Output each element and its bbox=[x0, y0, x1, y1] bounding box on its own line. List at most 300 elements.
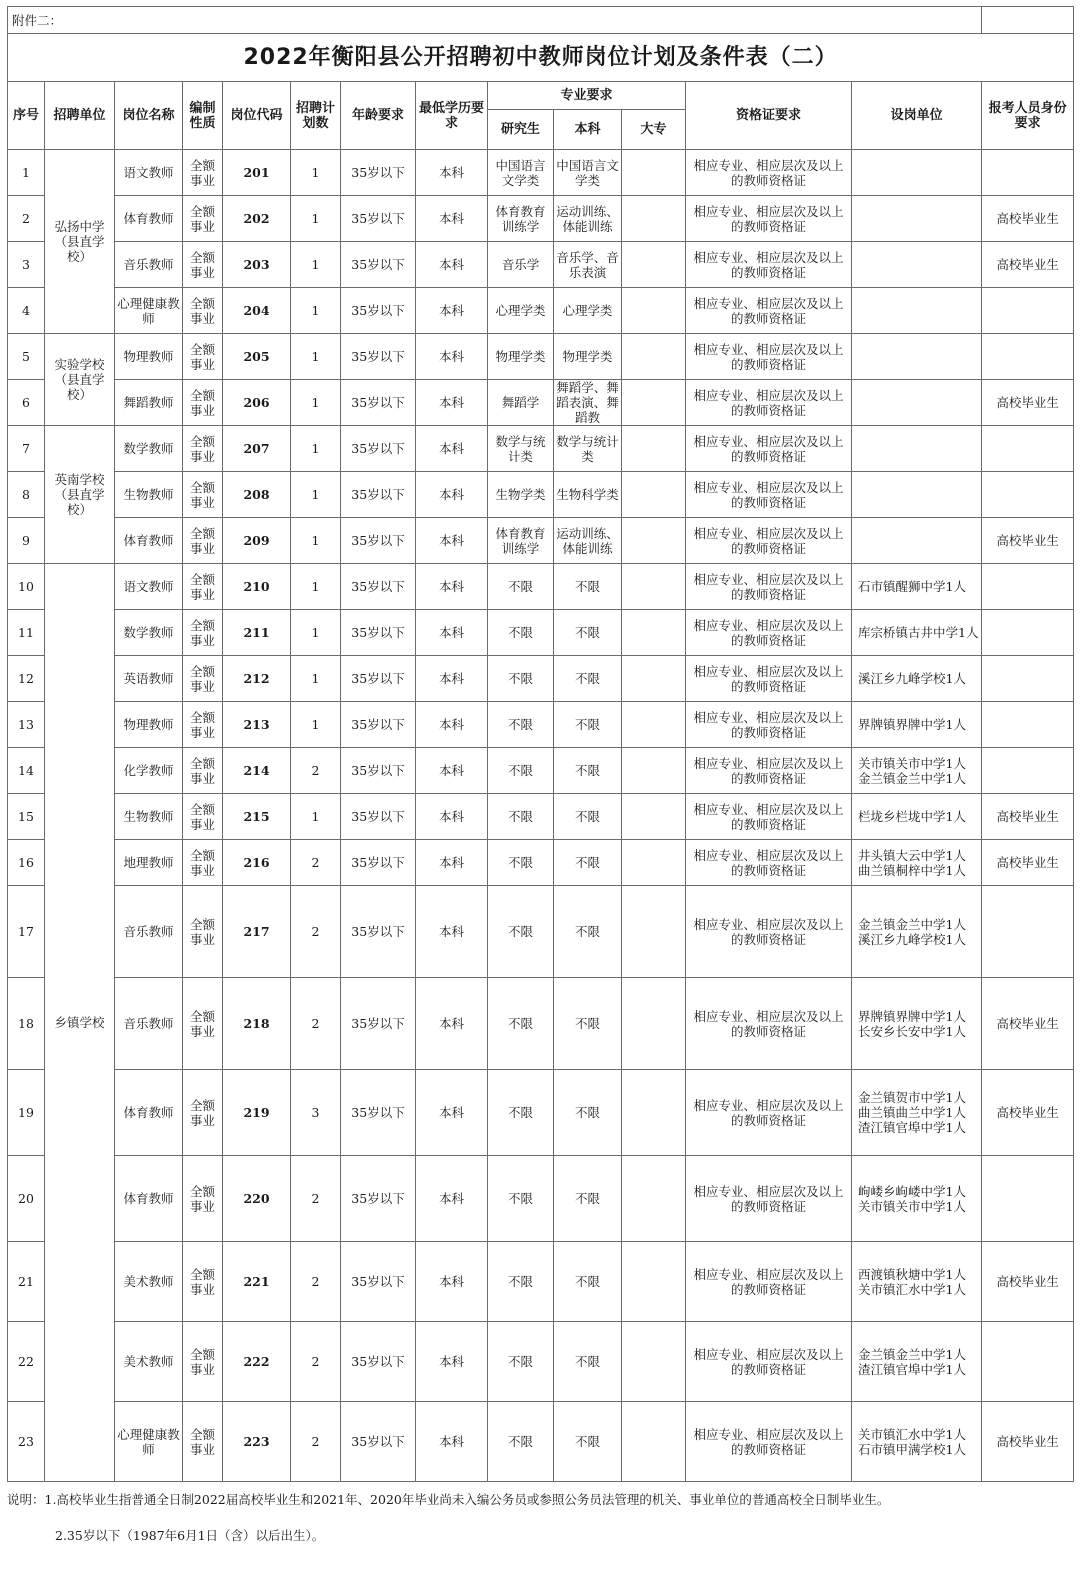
identity-cell bbox=[982, 610, 1074, 656]
major-college-cell bbox=[622, 426, 686, 472]
position-cell: 数学教师 bbox=[115, 426, 183, 472]
seq-cell: 13 bbox=[8, 702, 45, 748]
age-cell: 35岁以下 bbox=[341, 1242, 416, 1322]
code-cell: 212 bbox=[223, 656, 291, 702]
cert-cell: 相应专业、相应层次及以上的教师资格证 bbox=[686, 242, 852, 288]
count-cell: 1 bbox=[291, 242, 341, 288]
table-row bbox=[8, 380, 1074, 426]
edu-cell: 本科 bbox=[416, 1322, 488, 1402]
table-row bbox=[8, 1242, 1074, 1322]
staffing-cell: 全额事业 bbox=[183, 518, 223, 564]
major-college-cell bbox=[622, 702, 686, 748]
identity-cell bbox=[982, 472, 1074, 518]
major-college-cell bbox=[622, 748, 686, 794]
position-cell: 美术教师 bbox=[115, 1242, 183, 1322]
cert-cell: 相应专业、相应层次及以上的教师资格证 bbox=[686, 426, 852, 472]
location-cell: 井头镇大云中学1人 曲兰镇桐梓中学1人 bbox=[852, 840, 982, 886]
major-grad-cell: 不限 bbox=[488, 840, 554, 886]
position-cell: 体育教师 bbox=[115, 196, 183, 242]
cert-cell: 相应专业、相应层次及以上的教师资格证 bbox=[686, 748, 852, 794]
location-cell bbox=[852, 472, 982, 518]
location-cell: 栏垅乡栏垅中学1人 bbox=[852, 794, 982, 840]
count-cell: 2 bbox=[291, 1322, 341, 1402]
seq-cell: 6 bbox=[8, 380, 45, 426]
major-college-cell bbox=[622, 196, 686, 242]
code-cell: 203 bbox=[223, 242, 291, 288]
identity-cell: 高校毕业生 bbox=[982, 794, 1074, 840]
major-college-cell bbox=[622, 610, 686, 656]
major-grad-cell: 不限 bbox=[488, 1070, 554, 1156]
identity-cell: 高校毕业生 bbox=[982, 1402, 1074, 1482]
staffing-cell: 全额事业 bbox=[183, 380, 223, 426]
staffing-cell: 全额事业 bbox=[183, 702, 223, 748]
count-cell: 1 bbox=[291, 196, 341, 242]
major-college-cell bbox=[622, 380, 686, 426]
location-cell bbox=[852, 242, 982, 288]
major-bachelor-cell: 不限 bbox=[554, 1322, 622, 1402]
code-cell: 207 bbox=[223, 426, 291, 472]
major-grad-cell: 体育教育训练学 bbox=[488, 518, 554, 564]
major-college-cell bbox=[622, 1156, 686, 1242]
position-cell: 体育教师 bbox=[115, 1070, 183, 1156]
major-college-cell bbox=[622, 334, 686, 380]
age-cell: 35岁以下 bbox=[341, 886, 416, 978]
table-row bbox=[8, 1322, 1074, 1402]
staffing-cell: 全额事业 bbox=[183, 288, 223, 334]
header-age: 年龄要求 bbox=[341, 82, 416, 150]
major-bachelor-cell: 不限 bbox=[554, 702, 622, 748]
position-cell: 生物教师 bbox=[115, 794, 183, 840]
edu-cell: 本科 bbox=[416, 196, 488, 242]
age-cell: 35岁以下 bbox=[341, 242, 416, 288]
position-cell: 地理教师 bbox=[115, 840, 183, 886]
location-cell bbox=[852, 196, 982, 242]
position-cell: 语文教师 bbox=[115, 564, 183, 610]
location-cell: 金兰镇金兰中学1人 溪江乡九峰学校1人 bbox=[852, 886, 982, 978]
major-bachelor-cell: 不限 bbox=[554, 1070, 622, 1156]
cert-cell: 相应专业、相应层次及以上的教师资格证 bbox=[686, 1322, 852, 1402]
identity-cell: 高校毕业生 bbox=[982, 840, 1074, 886]
major-bachelor-cell: 不限 bbox=[554, 748, 622, 794]
blank-cell bbox=[982, 7, 1074, 34]
count-cell: 2 bbox=[291, 886, 341, 978]
identity-cell bbox=[982, 564, 1074, 610]
major-grad-cell: 不限 bbox=[488, 794, 554, 840]
cert-cell: 相应专业、相应层次及以上的教师资格证 bbox=[686, 472, 852, 518]
location-cell: 溪江乡九峰学校1人 bbox=[852, 656, 982, 702]
staffing-cell: 全额事业 bbox=[183, 1322, 223, 1402]
age-cell: 35岁以下 bbox=[341, 472, 416, 518]
seq-cell: 22 bbox=[8, 1322, 45, 1402]
major-college-cell bbox=[622, 564, 686, 610]
count-cell: 1 bbox=[291, 472, 341, 518]
table-row bbox=[8, 334, 1074, 380]
header-seq: 序号 bbox=[8, 82, 45, 150]
major-bachelor-cell: 不限 bbox=[554, 656, 622, 702]
major-grad-cell: 不限 bbox=[488, 702, 554, 748]
header-count: 招聘计划数 bbox=[291, 82, 341, 150]
position-cell: 音乐教师 bbox=[115, 886, 183, 978]
major-college-cell bbox=[622, 1402, 686, 1482]
count-cell: 1 bbox=[291, 794, 341, 840]
table-row bbox=[8, 472, 1074, 518]
code-cell: 223 bbox=[223, 1402, 291, 1482]
staffing-cell: 全额事业 bbox=[183, 196, 223, 242]
major-bachelor-cell: 不限 bbox=[554, 840, 622, 886]
location-cell: 石市镇醒狮中学1人 bbox=[852, 564, 982, 610]
edu-cell: 本科 bbox=[416, 426, 488, 472]
location-cell bbox=[852, 380, 982, 426]
header-cert: 资格证要求 bbox=[686, 82, 852, 150]
cert-cell: 相应专业、相应层次及以上的教师资格证 bbox=[686, 564, 852, 610]
code-cell: 213 bbox=[223, 702, 291, 748]
identity-cell: 高校毕业生 bbox=[982, 196, 1074, 242]
location-cell bbox=[852, 518, 982, 564]
position-cell: 体育教师 bbox=[115, 1156, 183, 1242]
location-cell: 金兰镇贺市中学1人 曲兰镇曲兰中学1人 渣江镇官埠中学1人 bbox=[852, 1070, 982, 1156]
seq-cell: 19 bbox=[8, 1070, 45, 1156]
table-row bbox=[8, 656, 1074, 702]
cert-cell: 相应专业、相应层次及以上的教师资格证 bbox=[686, 1242, 852, 1322]
edu-cell: 本科 bbox=[416, 518, 488, 564]
cert-cell: 相应专业、相应层次及以上的教师资格证 bbox=[686, 518, 852, 564]
major-college-cell bbox=[622, 656, 686, 702]
age-cell: 35岁以下 bbox=[341, 518, 416, 564]
age-cell: 35岁以下 bbox=[341, 1156, 416, 1242]
major-bachelor-cell: 心理学类 bbox=[554, 288, 622, 334]
seq-cell: 5 bbox=[8, 334, 45, 380]
staffing-cell: 全额事业 bbox=[183, 1156, 223, 1242]
table-row bbox=[8, 886, 1074, 978]
code-cell: 218 bbox=[223, 978, 291, 1070]
table-row bbox=[8, 1156, 1074, 1242]
cert-cell: 相应专业、相应层次及以上的教师资格证 bbox=[686, 380, 852, 426]
cert-cell: 相应专业、相应层次及以上的教师资格证 bbox=[686, 656, 852, 702]
age-cell: 35岁以下 bbox=[341, 426, 416, 472]
seq-cell: 12 bbox=[8, 656, 45, 702]
recruitment-table bbox=[7, 6, 1074, 1482]
staffing-cell: 全额事业 bbox=[183, 242, 223, 288]
count-cell: 2 bbox=[291, 1402, 341, 1482]
age-cell: 35岁以下 bbox=[341, 702, 416, 748]
seq-cell: 21 bbox=[8, 1242, 45, 1322]
major-college-cell bbox=[622, 978, 686, 1070]
major-grad-cell: 舞蹈学 bbox=[488, 380, 554, 426]
count-cell: 1 bbox=[291, 610, 341, 656]
major-grad-cell: 不限 bbox=[488, 610, 554, 656]
staffing-cell: 全额事业 bbox=[183, 886, 223, 978]
position-cell: 心理健康教师 bbox=[115, 1402, 183, 1482]
staffing-cell: 全额事业 bbox=[183, 978, 223, 1070]
major-bachelor-cell: 不限 bbox=[554, 564, 622, 610]
major-college-cell bbox=[622, 518, 686, 564]
major-grad-cell: 不限 bbox=[488, 1322, 554, 1402]
cert-cell: 相应专业、相应层次及以上的教师资格证 bbox=[686, 1070, 852, 1156]
edu-cell: 本科 bbox=[416, 1242, 488, 1322]
note-1: 说明：1.高校毕业生指普通全日制2022届高校毕业生和2021年、2020年毕业尚未入编公务员或参照公务员法管理的机关、事业单位的普通高校全日制毕业生。 bbox=[7, 1492, 890, 1507]
major-bachelor-cell: 数学与统计类 bbox=[554, 426, 622, 472]
count-cell: 1 bbox=[291, 564, 341, 610]
cert-cell: 相应专业、相应层次及以上的教师资格证 bbox=[686, 150, 852, 196]
edu-cell: 本科 bbox=[416, 794, 488, 840]
major-grad-cell: 不限 bbox=[488, 1242, 554, 1322]
header-major-college: 大专 bbox=[622, 110, 686, 150]
seq-cell: 2 bbox=[8, 196, 45, 242]
major-grad-cell: 数学与统计类 bbox=[488, 426, 554, 472]
major-college-cell bbox=[622, 886, 686, 978]
table-row bbox=[8, 794, 1074, 840]
count-cell: 1 bbox=[291, 518, 341, 564]
table-row bbox=[8, 564, 1074, 610]
header-location: 设岗单位 bbox=[852, 82, 982, 150]
code-cell: 219 bbox=[223, 1070, 291, 1156]
position-cell: 体育教师 bbox=[115, 518, 183, 564]
major-grad-cell: 不限 bbox=[488, 886, 554, 978]
edu-cell: 本科 bbox=[416, 840, 488, 886]
major-college-cell bbox=[622, 1322, 686, 1402]
major-bachelor-cell: 不限 bbox=[554, 1402, 622, 1482]
code-cell: 221 bbox=[223, 1242, 291, 1322]
edu-cell: 本科 bbox=[416, 242, 488, 288]
major-bachelor-cell: 不限 bbox=[554, 1156, 622, 1242]
seq-cell: 9 bbox=[8, 518, 45, 564]
major-bachelor-cell: 不限 bbox=[554, 610, 622, 656]
age-cell: 35岁以下 bbox=[341, 334, 416, 380]
edu-cell: 本科 bbox=[416, 610, 488, 656]
major-bachelor-cell: 不限 bbox=[554, 794, 622, 840]
code-cell: 217 bbox=[223, 886, 291, 978]
table-row bbox=[8, 196, 1074, 242]
identity-cell bbox=[982, 288, 1074, 334]
major-bachelor-cell: 不限 bbox=[554, 1242, 622, 1322]
location-cell: 西渡镇秋塘中学1人 关市镇汇水中学1人 bbox=[852, 1242, 982, 1322]
code-cell: 205 bbox=[223, 334, 291, 380]
header-major-grad: 研究生 bbox=[488, 110, 554, 150]
location-cell bbox=[852, 288, 982, 334]
identity-cell: 高校毕业生 bbox=[982, 1070, 1074, 1156]
edu-cell: 本科 bbox=[416, 334, 488, 380]
major-grad-cell: 体育教育训练学 bbox=[488, 196, 554, 242]
cert-cell: 相应专业、相应层次及以上的教师资格证 bbox=[686, 1156, 852, 1242]
position-cell: 数学教师 bbox=[115, 610, 183, 656]
major-grad-cell: 不限 bbox=[488, 748, 554, 794]
age-cell: 35岁以下 bbox=[341, 1070, 416, 1156]
location-cell: 界牌镇界牌中学1人 长安乡长安中学1人 bbox=[852, 978, 982, 1070]
major-bachelor-cell: 物理学类 bbox=[554, 334, 622, 380]
header-edu: 最低学历要求 bbox=[416, 82, 488, 150]
major-bachelor-cell: 不限 bbox=[554, 978, 622, 1070]
major-grad-cell: 不限 bbox=[488, 1402, 554, 1482]
seq-cell: 14 bbox=[8, 748, 45, 794]
table-row bbox=[8, 518, 1074, 564]
cert-cell: 相应专业、相应层次及以上的教师资格证 bbox=[686, 702, 852, 748]
edu-cell: 本科 bbox=[416, 748, 488, 794]
major-college-cell bbox=[622, 1070, 686, 1156]
major-grad-cell: 不限 bbox=[488, 564, 554, 610]
seq-cell: 1 bbox=[8, 150, 45, 196]
code-cell: 204 bbox=[223, 288, 291, 334]
count-cell: 1 bbox=[291, 702, 341, 748]
position-cell: 音乐教师 bbox=[115, 978, 183, 1070]
count-cell: 1 bbox=[291, 380, 341, 426]
staffing-cell: 全额事业 bbox=[183, 794, 223, 840]
table-row bbox=[8, 426, 1074, 472]
code-cell: 215 bbox=[223, 794, 291, 840]
code-cell: 216 bbox=[223, 840, 291, 886]
count-cell: 1 bbox=[291, 334, 341, 380]
position-cell: 英语教师 bbox=[115, 656, 183, 702]
table-row bbox=[8, 242, 1074, 288]
position-cell: 化学教师 bbox=[115, 748, 183, 794]
cert-cell: 相应专业、相应层次及以上的教师资格证 bbox=[686, 1402, 852, 1482]
code-cell: 209 bbox=[223, 518, 291, 564]
location-cell: 关市镇汇水中学1人 石市镇甲满学校1人 bbox=[852, 1402, 982, 1482]
seq-cell: 18 bbox=[8, 978, 45, 1070]
identity-cell bbox=[982, 886, 1074, 978]
location-cell: 金兰镇金兰中学1人 渣江镇官埠中学1人 bbox=[852, 1322, 982, 1402]
major-college-cell bbox=[622, 794, 686, 840]
table-row bbox=[8, 1070, 1074, 1156]
code-cell: 210 bbox=[223, 564, 291, 610]
staffing-cell: 全额事业 bbox=[183, 656, 223, 702]
header-staffing: 编制性质 bbox=[183, 82, 223, 150]
cert-cell: 相应专业、相应层次及以上的教师资格证 bbox=[686, 288, 852, 334]
cert-cell: 相应专业、相应层次及以上的教师资格证 bbox=[686, 196, 852, 242]
major-college-cell bbox=[622, 288, 686, 334]
code-cell: 208 bbox=[223, 472, 291, 518]
edu-cell: 本科 bbox=[416, 702, 488, 748]
cert-cell: 相应专业、相应层次及以上的教师资格证 bbox=[686, 794, 852, 840]
age-cell: 35岁以下 bbox=[341, 150, 416, 196]
cert-cell: 相应专业、相应层次及以上的教师资格证 bbox=[686, 334, 852, 380]
count-cell: 2 bbox=[291, 840, 341, 886]
code-cell: 214 bbox=[223, 748, 291, 794]
cert-cell: 相应专业、相应层次及以上的教师资格证 bbox=[686, 610, 852, 656]
identity-cell: 高校毕业生 bbox=[982, 518, 1074, 564]
count-cell: 2 bbox=[291, 1242, 341, 1322]
major-college-cell bbox=[622, 472, 686, 518]
identity-cell bbox=[982, 1322, 1074, 1402]
seq-cell: 23 bbox=[8, 1402, 45, 1482]
count-cell: 2 bbox=[291, 1156, 341, 1242]
seq-cell: 8 bbox=[8, 472, 45, 518]
identity-cell bbox=[982, 334, 1074, 380]
location-cell: 界牌镇界牌中学1人 bbox=[852, 702, 982, 748]
staffing-cell: 全额事业 bbox=[183, 1402, 223, 1482]
staffing-cell: 全额事业 bbox=[183, 1242, 223, 1322]
staffing-cell: 全额事业 bbox=[183, 748, 223, 794]
table-row bbox=[8, 610, 1074, 656]
location-cell: 关市镇关市中学1人 金兰镇金兰中学1人 bbox=[852, 748, 982, 794]
position-cell: 美术教师 bbox=[115, 1322, 183, 1402]
major-grad-cell: 音乐学 bbox=[488, 242, 554, 288]
age-cell: 35岁以下 bbox=[341, 564, 416, 610]
note-2: 2.35岁以下（1987年6月1日（含）以后出生）。 bbox=[55, 1528, 325, 1543]
unit-cell: 弘扬中学（县直学校） bbox=[45, 150, 115, 334]
staffing-cell: 全额事业 bbox=[183, 472, 223, 518]
seq-cell: 7 bbox=[8, 426, 45, 472]
identity-cell bbox=[982, 1156, 1074, 1242]
unit-cell: 实验学校（县直学校） bbox=[45, 334, 115, 426]
identity-cell bbox=[982, 150, 1074, 196]
major-college-cell bbox=[622, 242, 686, 288]
age-cell: 35岁以下 bbox=[341, 610, 416, 656]
position-cell: 生物教师 bbox=[115, 472, 183, 518]
code-cell: 206 bbox=[223, 380, 291, 426]
identity-cell bbox=[982, 702, 1074, 748]
age-cell: 35岁以下 bbox=[341, 288, 416, 334]
table-row bbox=[8, 840, 1074, 886]
staffing-cell: 全额事业 bbox=[183, 334, 223, 380]
code-cell: 201 bbox=[223, 150, 291, 196]
major-bachelor-cell: 中国语言文学类 bbox=[554, 150, 622, 196]
major-grad-cell: 物理学类 bbox=[488, 334, 554, 380]
location-cell: 岣嵝乡岣嵝中学1人 关市镇关市中学1人 bbox=[852, 1156, 982, 1242]
age-cell: 35岁以下 bbox=[341, 1402, 416, 1482]
age-cell: 35岁以下 bbox=[341, 748, 416, 794]
major-grad-cell: 不限 bbox=[488, 656, 554, 702]
seq-cell: 16 bbox=[8, 840, 45, 886]
age-cell: 35岁以下 bbox=[341, 1322, 416, 1402]
position-cell: 语文教师 bbox=[115, 150, 183, 196]
age-cell: 35岁以下 bbox=[341, 656, 416, 702]
header-major: 专业要求 bbox=[488, 82, 686, 110]
position-cell: 物理教师 bbox=[115, 702, 183, 748]
seq-cell: 20 bbox=[8, 1156, 45, 1242]
age-cell: 35岁以下 bbox=[341, 196, 416, 242]
seq-cell: 4 bbox=[8, 288, 45, 334]
staffing-cell: 全额事业 bbox=[183, 840, 223, 886]
header-code: 岗位代码 bbox=[223, 82, 291, 150]
table-row bbox=[8, 748, 1074, 794]
table-row bbox=[8, 288, 1074, 334]
edu-cell: 本科 bbox=[416, 1156, 488, 1242]
position-cell: 音乐教师 bbox=[115, 242, 183, 288]
major-bachelor-cell: 音乐学、音乐表演 bbox=[554, 242, 622, 288]
code-cell: 220 bbox=[223, 1156, 291, 1242]
count-cell: 1 bbox=[291, 656, 341, 702]
header-unit: 招聘单位 bbox=[45, 82, 115, 150]
identity-cell bbox=[982, 748, 1074, 794]
staffing-cell: 全额事业 bbox=[183, 150, 223, 196]
code-cell: 222 bbox=[223, 1322, 291, 1402]
unit-cell: 乡镇学校 bbox=[45, 564, 115, 1482]
table-row bbox=[8, 702, 1074, 748]
staffing-cell: 全额事业 bbox=[183, 1070, 223, 1156]
identity-cell: 高校毕业生 bbox=[982, 242, 1074, 288]
major-bachelor-cell: 运动训练、体能训练 bbox=[554, 196, 622, 242]
table-title: 2022年衡阳县公开招聘初中教师岗位计划及条件表（二） bbox=[8, 34, 1074, 82]
table-row bbox=[8, 978, 1074, 1070]
unit-cell: 英南学校（县直学校） bbox=[45, 426, 115, 564]
edu-cell: 本科 bbox=[416, 150, 488, 196]
major-grad-cell: 心理学类 bbox=[488, 288, 554, 334]
major-grad-cell: 生物学类 bbox=[488, 472, 554, 518]
major-college-cell bbox=[622, 840, 686, 886]
major-grad-cell: 中国语言文学类 bbox=[488, 150, 554, 196]
edu-cell: 本科 bbox=[416, 978, 488, 1070]
identity-cell: 高校毕业生 bbox=[982, 380, 1074, 426]
seq-cell: 11 bbox=[8, 610, 45, 656]
seq-cell: 17 bbox=[8, 886, 45, 978]
attachment-label: 附件二： bbox=[8, 7, 982, 34]
table-row bbox=[8, 1402, 1074, 1482]
identity-cell: 高校毕业生 bbox=[982, 978, 1074, 1070]
position-cell: 舞蹈教师 bbox=[115, 380, 183, 426]
recruitment-table-sheet bbox=[7, 6, 1073, 1482]
header-major-bachelor: 本科 bbox=[554, 110, 622, 150]
age-cell: 35岁以下 bbox=[341, 380, 416, 426]
